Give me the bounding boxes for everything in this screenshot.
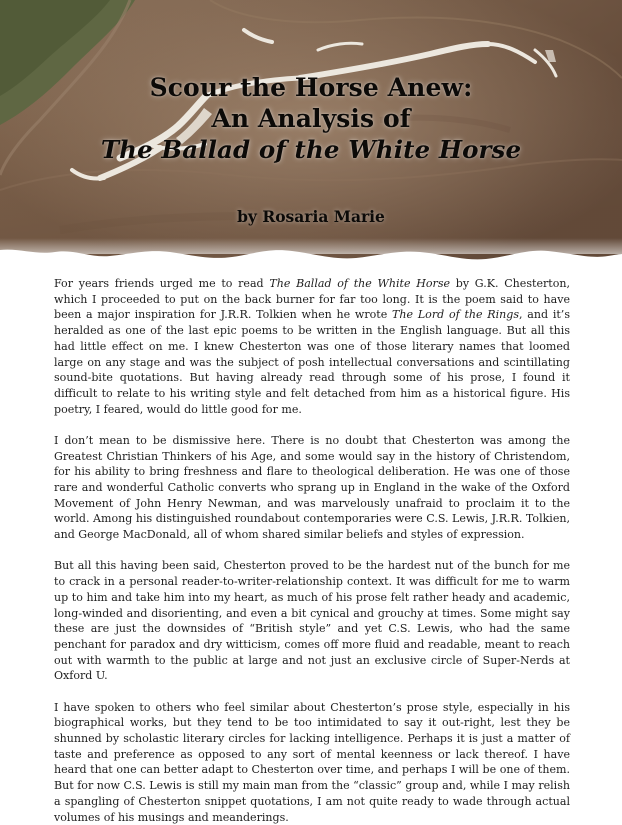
- title-line-1: Scour the Horse Anew:: [149, 73, 473, 102]
- paragraph-1-text-a: For years friends urged me to read: [54, 277, 270, 290]
- paragraph-1: [54, 276, 570, 417]
- title-line-2: An Analysis of: [211, 104, 411, 133]
- paragraph-2: I don’t mean to be dismissive here. There is no doubt that Chesterton was among the Greatest Christian Thinkers of his Age, and some would say in the history of Christendom, for his ability to bring freshness and flare to theological deliberation. He was one of those rare and wonderful Catholic converts who sprang up in England in the wake of the Oxford Movement of John Henry Newman, and was marvelously unafraid to proclaim it to the world. Among his distinguished roundabout contemporaries were C.S. Lewis, J.R.R. Tolkien, and George MacDonald, all of whom shared similar beliefs and styles of expression.: [54, 433, 570, 542]
- author-byline: by Rosaria Marie: [237, 207, 385, 226]
- paragraph-1-text-b: by G.K. Chesterton, which I proceeded to put on the back burner for far too long. It is the poem said to have been a major inspiration for J.R.R. Tolkien when he wrote: [54, 277, 570, 322]
- title-line-3: The Ballad of the White Horse: [100, 135, 522, 164]
- book-title-ballad: The Ballad of the White Horse: [269, 277, 451, 290]
- paragraph-1-text-c: , and it’s heralded as one of the last epic poems to be written in the English language. But all this had little effect on me. I knew Chesterton was one of those literary names that loomed large on any stage and was the subject of posh intellectual conversations and scintillating sound-bite quotations. But having already read through some of his prose, I found it difficult to relate to his writing style and felt detached from him as a historical figure. His poetry, I feared, would do little good for me.: [54, 308, 570, 416]
- article-body: [54, 276, 570, 825]
- article-title: [0, 72, 622, 165]
- book-title-lotr: The Lord of the Rings: [392, 308, 520, 322]
- paragraph-3: But all this having been said, Chesterton proved to be the hardest nut of the bunch for me to crack in a personal reader-to-writer-relationship context. It was difficult for me to warm up to him and take him into my heart, as much of his prose felt rather heady and academic, long-winded and disorienting, and even a bit cynical and grouchy at times. Some might say these are just the downsides of “British style” and yet C.S. Lewis, who had the same penchant for paradox and dry witticism, comes off more fluid and readable, meant to reach out with warmth to the public at large and not just an exclusive circle of Super-Nerds at Oxford U.: [54, 559, 570, 683]
- paragraph-4: I have spoken to others who feel similar about Chesterton’s prose style, especially in his biographical works, but they tend to be too intimidated to say it out-right, lest they be shunned by scholastic literary circles for lacking intelligence. Perhaps it is just a matter of taste and preference as opposed to any sort of mental keenness or lack thereof. I have heard that one can better adapt to Chesterton over time, and perhaps I will be one of them. But for now C.S. Lewis is still my main man from the “classic” group and, while I may relish a spangling of Chesterton snippet quotations, I am not quite ready to wade through actual volumes of his musings and meanderings.: [54, 700, 570, 824]
